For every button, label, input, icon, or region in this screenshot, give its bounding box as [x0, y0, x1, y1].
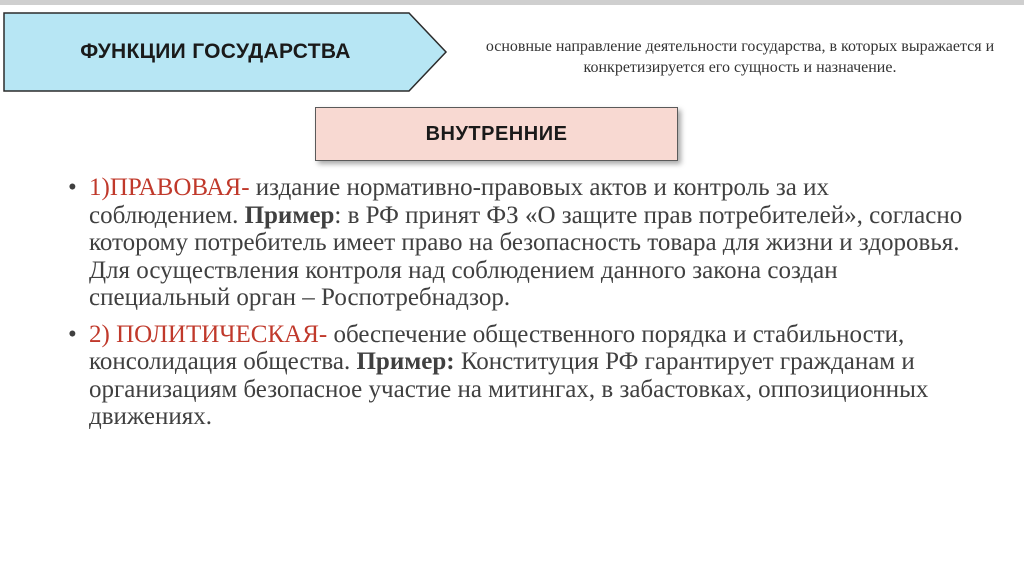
bullet-icon: • — [68, 320, 77, 348]
page-title: ФУНКЦИИ ГОСУДАРСТВА — [80, 40, 351, 63]
example-text: Конституция РФ гарантирует гражданам и организациям безопасное участие на митингах, в забастовках, оппозиционных движениях. — [89, 348, 929, 430]
functions-list — [68, 174, 968, 431]
definition-text: основные направление деятельности государства, в которых выражается и конкретизируется его сущность и назначение. — [485, 38, 995, 76]
function-item-political — [68, 321, 968, 431]
function-item-legal — [68, 174, 968, 312]
function-description: издание нормативно-правовых актов и контроль за их соблюдением. — [89, 174, 829, 229]
function-name: 2) ПОЛИТИЧЕСКАЯ- — [89, 320, 328, 348]
title-arrow-shape — [3, 12, 448, 92]
bullet-icon: • — [68, 174, 77, 201]
example-text: : в РФ принят ФЗ «О защите прав потребителей», согласно которому потребитель имеет право на безопасность товара для жизни и здоровья. Для осуществления контроля над соблюдением данного закона создан специальный орган – Роспотребнадзор. — [89, 201, 963, 311]
function-name: 1)ПРАВОВАЯ- — [89, 174, 250, 201]
function-description: обеспечение общественного порядка и стабильности, консолидация общества. — [89, 320, 905, 375]
category-label: ВНУТРЕННИЕ — [315, 107, 678, 161]
example-label: Пример — [244, 201, 335, 229]
example-label: Пример: — [356, 348, 455, 375]
top-border — [0, 0, 1024, 5]
